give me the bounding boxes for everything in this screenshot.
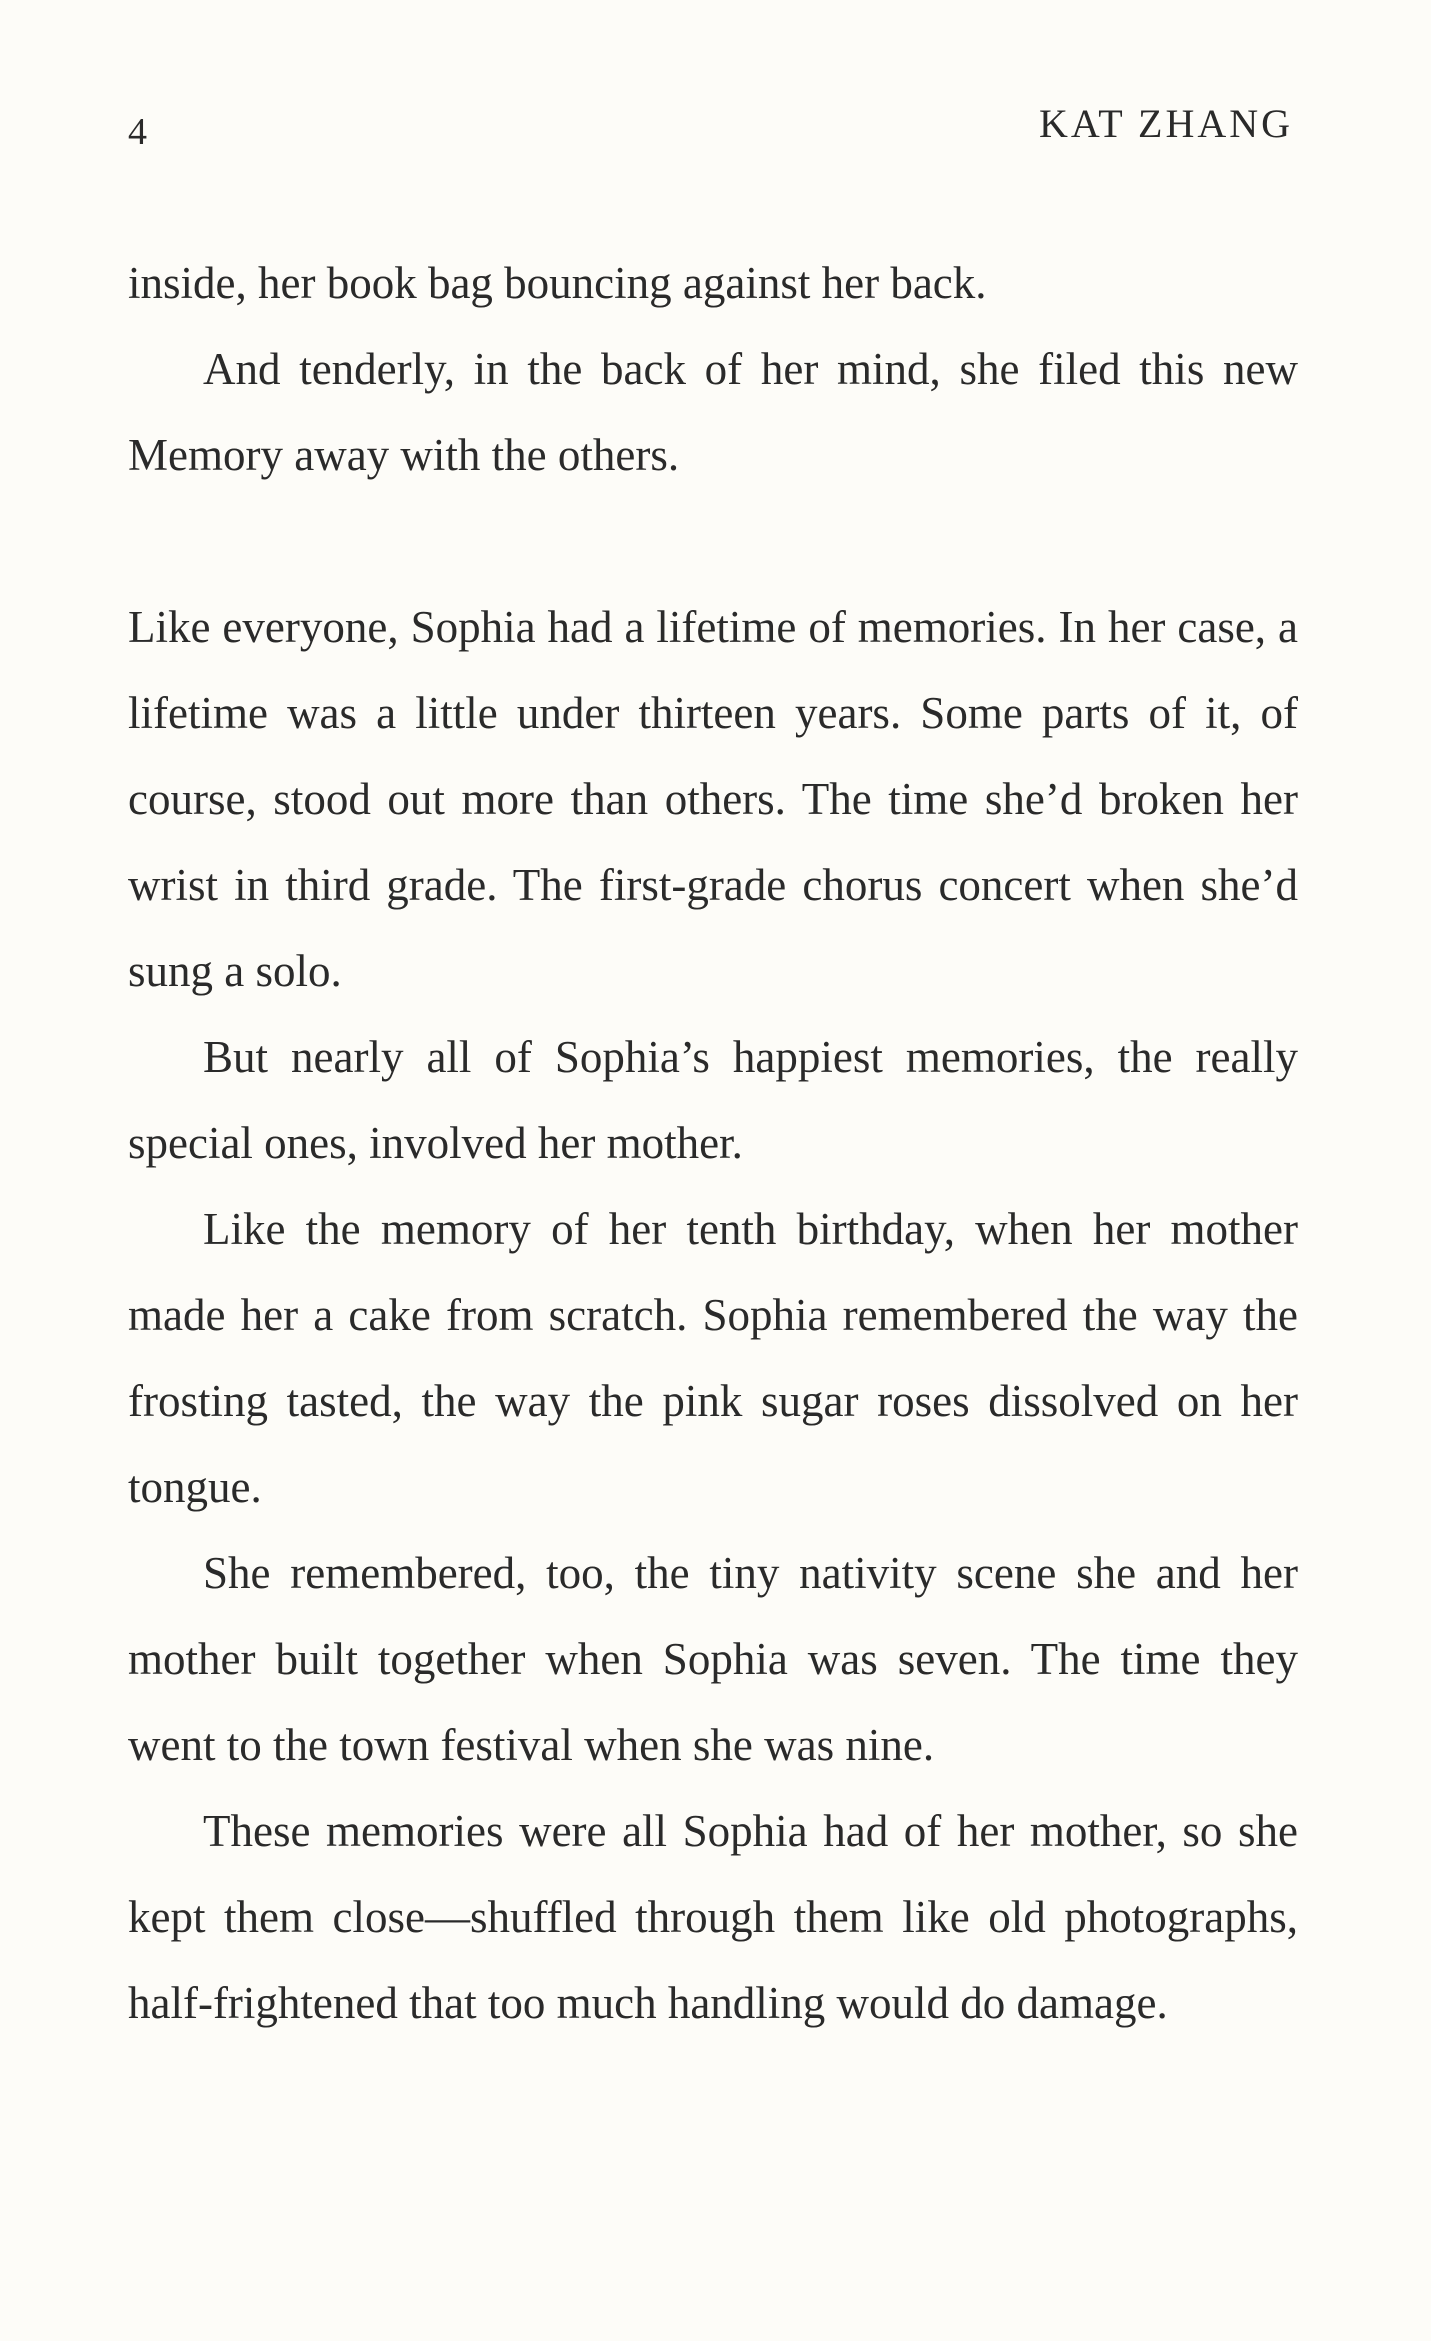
page-number: 4 bbox=[128, 111, 147, 153]
page-header bbox=[128, 100, 1293, 160]
paragraph-4: But nearly all of Sophia’s happiest memories, the really special ones, involved her mother. bbox=[128, 1032, 1298, 1168]
section-break bbox=[128, 498, 1298, 584]
paragraph-7: These memories were all Sophia had of her mother, so she kept them close—shuffled through them like old photographs, half-frightened that too much handling would do damage. bbox=[128, 1806, 1298, 2028]
running-head: KAT ZHANG bbox=[1038, 101, 1293, 146]
paragraph-2: And tenderly, in the back of her mind, she filed this new Memory away with the others. bbox=[128, 344, 1298, 480]
paragraph-3: Like everyone, Sophia had a lifetime of memories. In her case, a lifetime was a little under thirteen years. Some parts of it, of course, stood out more than others. The time she’d broken her wrist in third grade. The first-grade chorus concert when she’d sung a solo. bbox=[128, 602, 1298, 996]
paragraph-6: She remembered, too, the tiny nativity scene she and her mother built together when Sophia was seven. The time they went to the town festival when she was nine. bbox=[128, 1548, 1298, 1770]
paragraph-5: Like the memory of her tenth birthday, when her mother made her a cake from scratch. Sophia remembered the way the frosting tasted, the way the pink sugar roses dissolved on her tongue. bbox=[128, 1204, 1298, 1512]
paragraph-1: inside, her book bag bouncing against her back. bbox=[128, 258, 987, 308]
body-text bbox=[128, 240, 1298, 2046]
